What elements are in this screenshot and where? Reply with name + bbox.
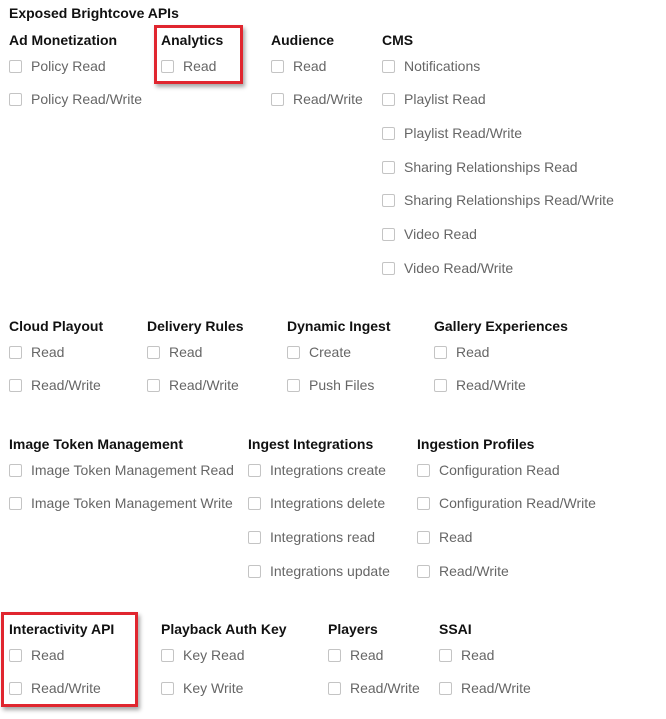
checkbox-policy-read[interactable]: [9, 58, 106, 74]
checkbox-label: Image Token Management Read: [31, 462, 234, 478]
checkbox-players-read-write[interactable]: [328, 680, 420, 696]
checkbox-dynamic-ingest-push-files[interactable]: [287, 377, 374, 393]
checkbox-box[interactable]: [382, 228, 395, 241]
checkbox-box[interactable]: [9, 93, 22, 106]
checkbox-label: Key Write: [183, 680, 244, 696]
checkbox-label: Sharing Relationships Read: [404, 159, 578, 175]
group-heading: Cloud Playout: [9, 318, 104, 334]
group-heading: Dynamic Ingest: [287, 318, 391, 334]
checkbox-box[interactable]: [328, 649, 341, 662]
checkbox-integrations-create[interactable]: [248, 462, 386, 478]
checkbox-label: Read/Write: [293, 91, 363, 107]
checkbox-dynamic-ingest-create[interactable]: [287, 344, 351, 360]
checkbox-cms-sharing-read-write[interactable]: [382, 192, 614, 208]
checkbox-box[interactable]: [9, 682, 22, 695]
page-title: Exposed Brightcove APIs: [9, 5, 179, 21]
checkbox-label: Read/Write: [461, 680, 531, 696]
checkbox-label: Read/Write: [169, 377, 239, 393]
checkbox-box[interactable]: [439, 649, 452, 662]
checkbox-label: Playlist Read/Write: [404, 125, 523, 141]
checkbox-label: Read/Write: [456, 377, 526, 393]
checkbox-ingestion-read-write[interactable]: [417, 563, 509, 579]
checkbox-box[interactable]: [248, 565, 261, 578]
checkbox-label: Configuration Read/Write: [439, 495, 596, 511]
checkbox-label: Integrations read: [270, 529, 376, 545]
checkbox-label: Video Read/Write: [404, 260, 514, 276]
checkbox-box[interactable]: [439, 682, 452, 695]
checkbox-label: Read: [183, 58, 217, 74]
checkbox-image-token-write[interactable]: [9, 495, 233, 511]
group-heading: Players: [328, 621, 378, 637]
checkbox-box[interactable]: [287, 346, 300, 359]
checkbox-label: Policy Read/Write: [31, 91, 143, 107]
group-heading: Ingestion Profiles: [417, 436, 535, 452]
checkbox-cms-playlist-read-write[interactable]: [382, 125, 522, 141]
group-heading: Delivery Rules: [147, 318, 244, 334]
checkbox-box[interactable]: [287, 379, 300, 392]
checkbox-audience-read[interactable]: [271, 58, 326, 74]
checkbox-integrations-read[interactable]: [248, 529, 375, 545]
checkbox-label: Integrations create: [270, 462, 386, 478]
checkbox-box[interactable]: [9, 379, 22, 392]
checkbox-key-write[interactable]: [161, 680, 243, 696]
checkbox-box[interactable]: [9, 464, 22, 477]
checkbox-box[interactable]: [328, 682, 341, 695]
checkbox-box[interactable]: [9, 497, 22, 510]
checkbox-label: Read: [31, 344, 65, 360]
checkbox-cloud-playout-read[interactable]: [9, 344, 64, 360]
checkbox-image-token-read[interactable]: [9, 462, 234, 478]
checkbox-box[interactable]: [417, 464, 430, 477]
checkbox-ssai-read-write[interactable]: [439, 680, 531, 696]
checkbox-box[interactable]: [161, 682, 174, 695]
checkbox-label: Read: [350, 647, 384, 663]
checkbox-delivery-rules-read-write[interactable]: [147, 377, 239, 393]
checkbox-interactivity-read-write[interactable]: [9, 680, 101, 696]
checkbox-box[interactable]: [9, 60, 22, 73]
checkbox-label: Read: [439, 529, 473, 545]
checkbox-label: Read: [456, 344, 490, 360]
checkbox-delivery-rules-read[interactable]: [147, 344, 202, 360]
checkbox-box[interactable]: [161, 649, 174, 662]
checkbox-configuration-read[interactable]: [417, 462, 560, 478]
checkbox-box[interactable]: [9, 346, 22, 359]
group-heading: Interactivity API: [9, 621, 115, 637]
checkbox-cms-video-read[interactable]: [382, 226, 477, 242]
checkbox-box[interactable]: [147, 346, 160, 359]
group-heading: Image Token Management: [9, 436, 184, 452]
checkbox-label: Video Read: [404, 226, 477, 242]
checkbox-cms-notifications[interactable]: [382, 58, 480, 74]
group-heading: SSAI: [439, 621, 472, 637]
group-heading: Playback Auth Key: [161, 621, 287, 637]
checkbox-box[interactable]: [382, 93, 395, 106]
checkbox-label: Sharing Relationships Read/Write: [404, 192, 614, 208]
checkbox-label: Key Read: [183, 647, 245, 663]
checkbox-label: Policy Read: [31, 58, 106, 74]
group-heading: Gallery Experiences: [434, 318, 568, 334]
checkbox-key-read[interactable]: [161, 647, 244, 663]
checkbox-label: Read: [461, 647, 495, 663]
checkbox-label: Read: [31, 647, 65, 663]
group-heading: Audience: [271, 32, 335, 48]
checkbox-cms-sharing-read[interactable]: [382, 159, 578, 175]
checkbox-gallery-read-write[interactable]: [434, 377, 526, 393]
checkbox-box[interactable]: [417, 497, 430, 510]
checkbox-box[interactable]: [417, 531, 430, 544]
checkbox-box[interactable]: [161, 60, 174, 73]
checkbox-label: Read/Write: [350, 680, 420, 696]
checkbox-label: Read: [293, 58, 327, 74]
checkbox-box[interactable]: [271, 93, 284, 106]
checkbox-box[interactable]: [382, 194, 395, 207]
group-heading: Ingest Integrations: [248, 436, 374, 452]
checkbox-box[interactable]: [434, 379, 447, 392]
checkbox-box[interactable]: [382, 161, 395, 174]
checkbox-label: Read/Write: [31, 377, 101, 393]
checkbox-integrations-update[interactable]: [248, 563, 390, 579]
checkbox-box[interactable]: [434, 346, 447, 359]
checkbox-label: Integrations delete: [270, 495, 386, 511]
checkbox-box[interactable]: [248, 531, 261, 544]
checkbox-configuration-read-write[interactable]: [417, 495, 596, 511]
checkbox-analytics-read[interactable]: [161, 58, 216, 74]
checkbox-label: Create: [309, 344, 352, 360]
checkbox-box[interactable]: [9, 649, 22, 662]
checkbox-box[interactable]: [147, 379, 160, 392]
checkbox-box[interactable]: [382, 60, 395, 73]
checkbox-label: Push Files: [309, 377, 375, 393]
checkbox-label: Image Token Management Write: [31, 495, 233, 511]
checkbox-ingestion-read[interactable]: [417, 529, 472, 545]
checkbox-box[interactable]: [382, 127, 395, 140]
checkbox-interactivity-read[interactable]: [9, 647, 64, 663]
checkbox-box[interactable]: [271, 60, 284, 73]
checkbox-box[interactable]: [417, 565, 430, 578]
checkbox-label: Read/Write: [31, 680, 101, 696]
checkbox-cms-playlist-read[interactable]: [382, 91, 486, 107]
checkbox-audience-read-write[interactable]: [271, 91, 363, 107]
group-heading: CMS: [382, 32, 414, 48]
checkbox-label: Configuration Read: [439, 462, 560, 478]
checkbox-integrations-delete[interactable]: [248, 495, 385, 511]
checkbox-players-read[interactable]: [328, 647, 383, 663]
checkbox-ssai-read[interactable]: [439, 647, 494, 663]
checkbox-label: Notifications: [404, 58, 481, 74]
checkbox-box[interactable]: [248, 497, 261, 510]
checkbox-label: Read: [169, 344, 203, 360]
checkbox-cloud-playout-read-write[interactable]: [9, 377, 101, 393]
checkbox-gallery-read[interactable]: [434, 344, 489, 360]
checkbox-policy-read-write[interactable]: [9, 91, 142, 107]
group-heading: Analytics: [161, 32, 224, 48]
checkbox-box[interactable]: [382, 262, 395, 275]
checkbox-cms-video-read-write[interactable]: [382, 260, 513, 276]
checkbox-label: Read/Write: [439, 563, 509, 579]
checkbox-label: Playlist Read: [404, 91, 486, 107]
checkbox-label: Integrations update: [270, 563, 390, 579]
checkbox-box[interactable]: [248, 464, 261, 477]
group-heading: Ad Monetization: [9, 32, 118, 48]
